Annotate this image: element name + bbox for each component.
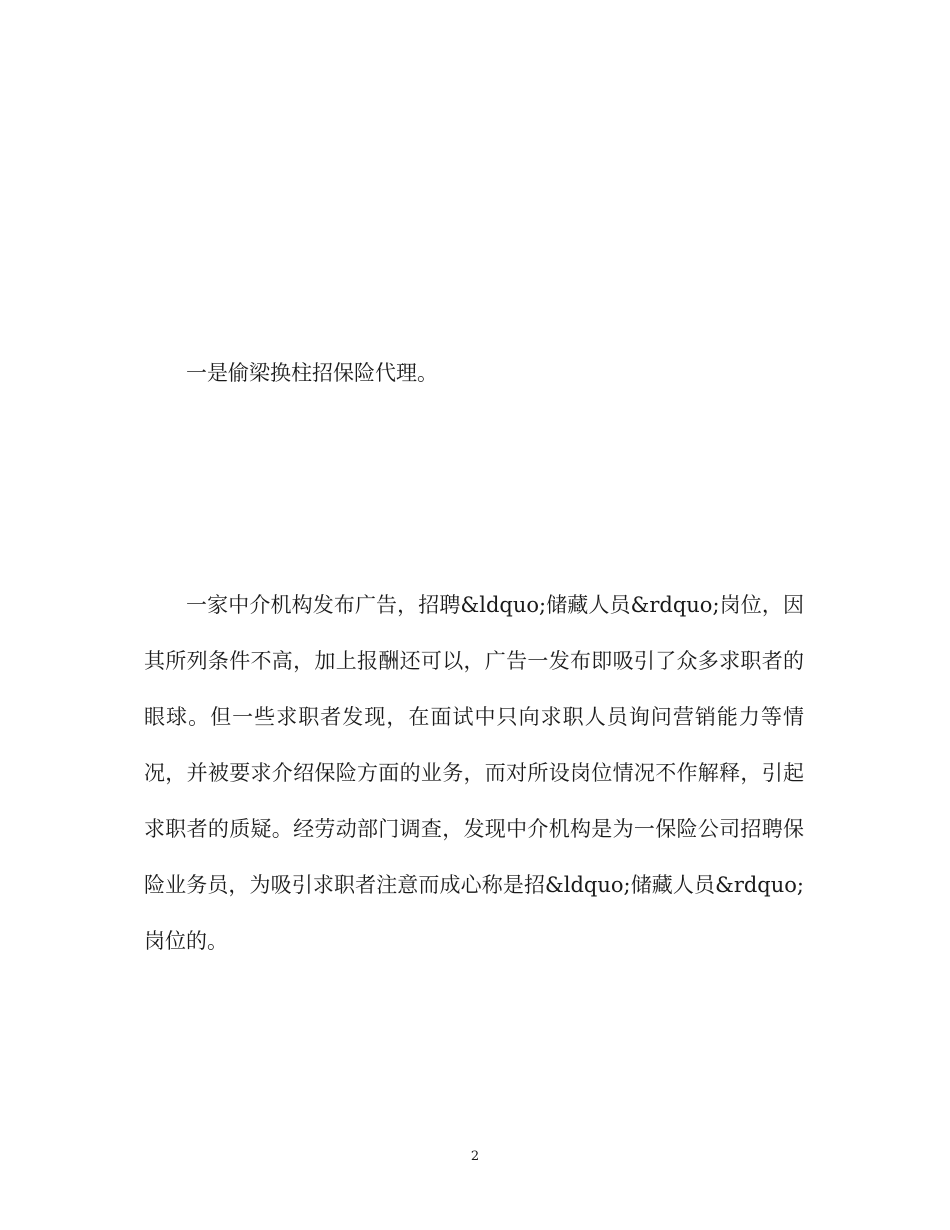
body-paragraph: 一家中介机构发布广告，招聘&ldquo;储藏人员&rdquo;岗位，因其所列条件不高，加上报酬还可以，广告一发布即吸引了众多求职者的眼球。但一些求职者发现，在面试中只向求职人员询问营销能力等情况，并被要求介绍保险方面的业务，而对所设岗位情况不作解释，引起求职者的质疑。经劳动部门调查，发现中介机构是为一保险公司招聘保险业务员，为吸引求职者注意而成心称是招&ldquo;储藏人员&rdquo;岗位的。: [144, 593, 804, 953]
section-heading: 一是偷梁换柱招保险代理。: [186, 361, 438, 385]
page-number: 2: [470, 1149, 480, 1164]
